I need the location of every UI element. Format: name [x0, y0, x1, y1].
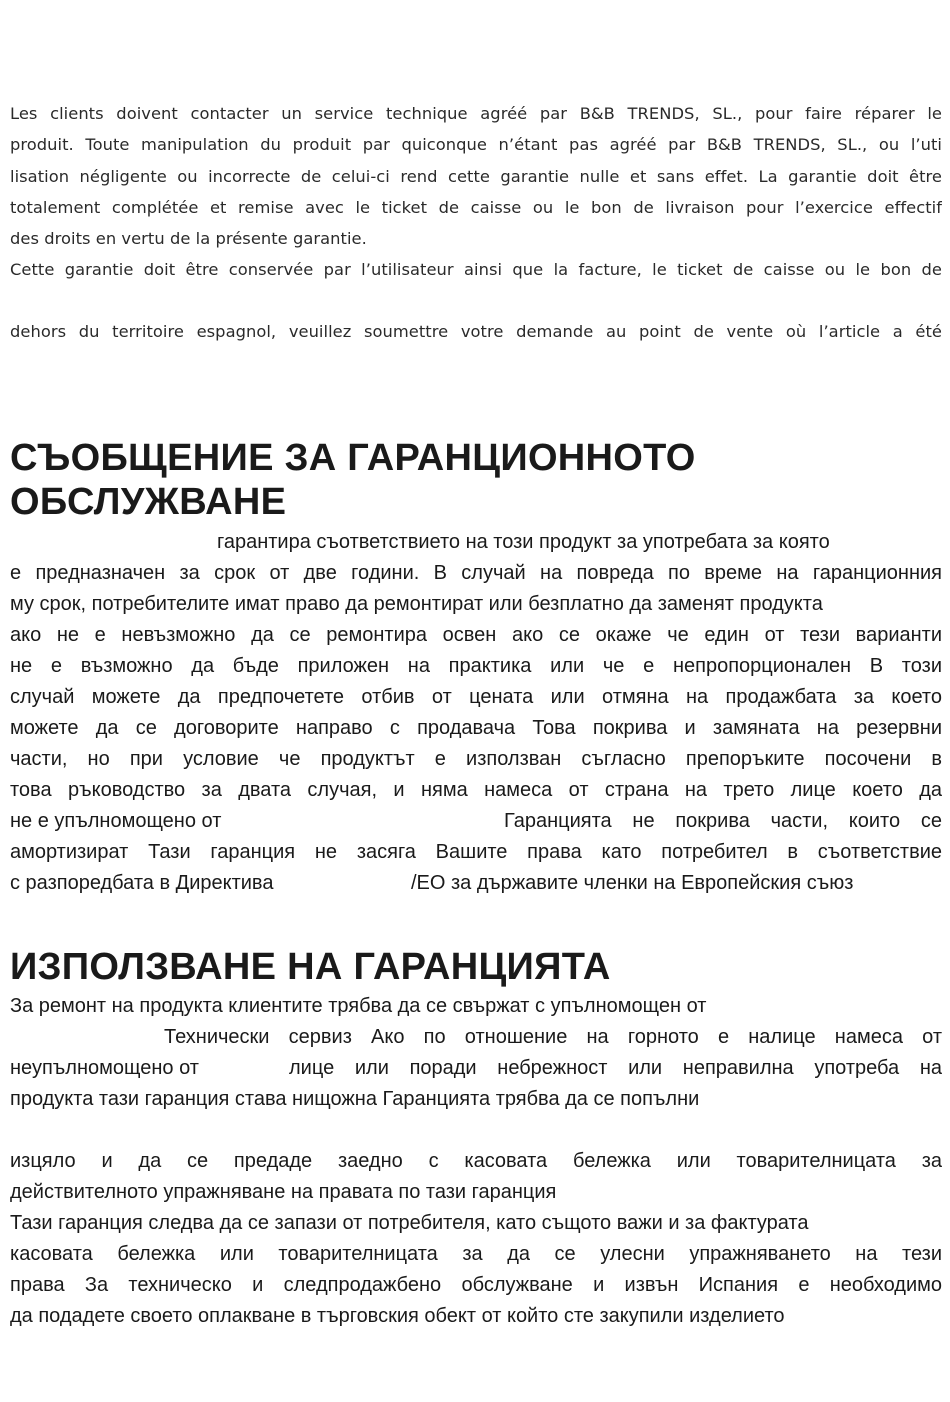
- body-line: можете да се договорите направо с продавача Това покрива и замяната на резервни: [10, 717, 942, 739]
- body-line: За ремонт на продукта клиентите трябва да се свържат с упълномощен от: [10, 995, 707, 1017]
- french-line: lisation négligente ou incorrecte de celui-ci rend cette garantie nulle et sans effet. La garantie doit être: [10, 167, 942, 186]
- body-line: действителното упражняване на правата по тази гаранция: [10, 1181, 557, 1203]
- body-line: ако не е невъзможно да се ремонтира освен ако се окаже че един от тези варианти: [10, 624, 942, 646]
- body-line: права За техническо и следпродажбено обслужване и извън Испания е необходимо: [10, 1274, 942, 1296]
- body-line: това ръководство за двата случая, и няма намеса от страна на трето лице което да: [10, 779, 942, 801]
- section-heading: ОБСЛУЖВАНЕ: [10, 481, 287, 523]
- body-line: случай можете да предпочетете отбив от цената или отмяна на продажбата за което: [10, 686, 942, 708]
- body-line: не е упълномощено от: [10, 810, 222, 832]
- body-line: изцяло и да се предаде заедно с касовата бележка или товарителницата за: [10, 1150, 942, 1172]
- body-line: Тази гаранция следва да се запази от потребителя, като същото важи и за фактурата: [10, 1212, 809, 1234]
- body-line: амортизират Тази гаранция не засяга Вашите права като потребител в съответствие: [10, 841, 942, 863]
- body-line: продукта тази гаранция става нищожна Гаранцията трябва да се попълни: [10, 1088, 700, 1110]
- body-line: /ЕО за държавите членки на Европейския съюз: [411, 872, 854, 894]
- section-heading: СЪОБЩЕНИЕ ЗА ГАРАНЦИОННОТО: [10, 437, 696, 479]
- body-line: гарантира съответствието на този продукт за употребата за която: [217, 531, 830, 553]
- body-line: с разпоредбата в Директива: [10, 872, 274, 894]
- french-line: Les clients doivent contacter un service technique agréé par B&B TRENDS, SL., pour faire réparer le: [10, 104, 942, 123]
- body-line: му срок, потребителите имат право да ремонтират или безплатно да заменят продукта: [10, 593, 823, 615]
- body-line: части, но при условие че продуктът е използван съгласно препоръките посочени в: [10, 748, 942, 770]
- section-heading: ИЗПОЛЗВАНЕ НА ГАРАНЦИЯТА: [10, 946, 611, 988]
- body-line: неупълномощено от: [10, 1057, 199, 1079]
- body-line: лице или поради небрежност или неправилна употреба на: [289, 1057, 942, 1079]
- body-line: не е възможно да бъде приложен на практика или че е непропорционален В този: [10, 655, 942, 677]
- french-line: totalement complétée et remise avec le ticket de caisse ou le bon de livraison pour l’exercice effectif: [10, 198, 942, 217]
- body-line: Гаранцията не покрива части, които се: [504, 810, 942, 832]
- body-line: Технически сервиз Ако по отношение на горното е налице намеса от: [164, 1026, 942, 1048]
- body-line: да подадете своето оплакване в търговския обект от който сте закупили изделието: [10, 1305, 785, 1327]
- french-line: Cette garantie doit être conservée par l’utilisateur ainsi que la facture, le ticket de caisse ou le bon de: [10, 260, 942, 279]
- french-line: dehors du territoire espagnol, veuillez soumettre votre demande au point de vente où l’article a été: [10, 322, 942, 341]
- body-line: касовата бележка или товарителницата за да се улесни упражняването на тези: [10, 1243, 942, 1265]
- french-line: des droits en vertu de la présente garantie.: [10, 229, 367, 248]
- body-line: е предназначен за срок от две години. В случай на повреда по време на гаранционния: [10, 562, 942, 584]
- french-line: produit. Toute manipulation du produit par quiconque n’étant pas agréé par B&B TRENDS, SL., ou l’uti: [10, 135, 942, 154]
